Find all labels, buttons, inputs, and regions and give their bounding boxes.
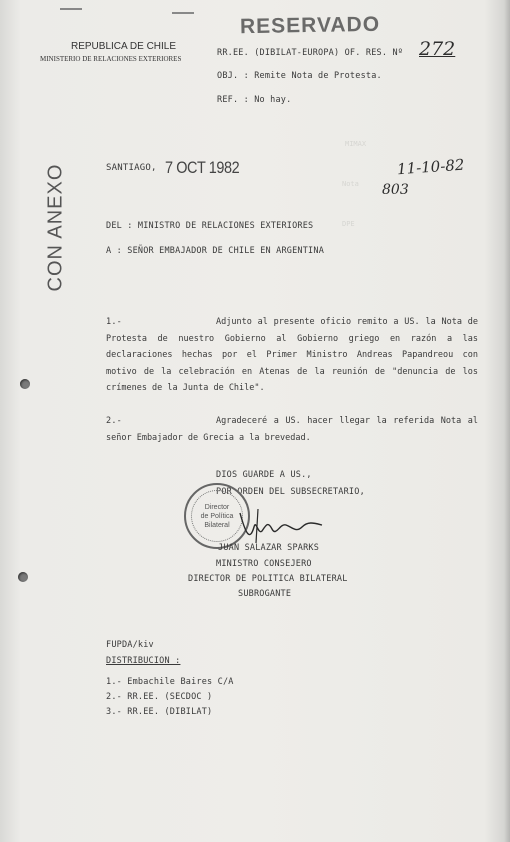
- distribution-item: 1.- Embachile Baires C/A: [106, 677, 234, 687]
- top-edge-mark: [60, 8, 82, 10]
- bleed-through-text: MIMAX: [345, 140, 367, 148]
- bleed-through-text: Nota: [342, 180, 359, 188]
- annex-stamp: CON ANEXO: [44, 163, 67, 292]
- signer-title-2: DIRECTOR DE POLITICA BILATERAL: [188, 574, 348, 584]
- handwritten-date: 11-10-82: [396, 155, 465, 179]
- distribution-label: DISTRIBUCION :: [106, 656, 181, 666]
- reference-line: RR.EE. (DIBILAT-EUROPA) OF. RES. Nº: [217, 48, 404, 58]
- paragraph-1-number: 1.-: [106, 317, 122, 327]
- seal-line-3: Bilateral: [204, 522, 230, 529]
- to-line: A : SEÑOR EMBAJADOR DE CHILE EN ARGENTINA: [106, 246, 325, 256]
- signer-title-3: SUBROGANTE: [238, 589, 292, 599]
- signer-title-1: MINISTRO CONSEJERO: [216, 559, 312, 569]
- punch-hole: [20, 379, 30, 389]
- paragraph-2-text: Agradeceré a US. hacer llegar la referida Nota al señor Embajador de Grecia a la brevedad.: [106, 416, 478, 443]
- signer-name: JUAN SALAZAR SPARKS: [218, 543, 320, 553]
- from-line: DEL : MINISTRO DE RELACIONES EXTERIORES: [106, 221, 314, 231]
- initials: FUPDA/kiv: [106, 640, 154, 650]
- paper-edge: [504, 0, 510, 842]
- paragraph-2-number: 2.-: [106, 416, 122, 426]
- place-label: SANTIAGO,: [106, 163, 157, 173]
- reserved-stamp: RESERVADO: [239, 12, 381, 39]
- reference-number: 272: [419, 38, 456, 60]
- handwritten-number: 803: [382, 182, 409, 198]
- top-edge-mark: [172, 12, 194, 14]
- paragraph-1-text: Adjunto al presente oficio remito a US. la Nota de Protesta de nuestro Gobierno al Gobierno griego en razón a las declaraciones hechas por el Primer Ministro Andreas Papandreou con motivo de la celebración en Atenas de la reunión de "denuncia de los crímenes de la Junta de Chile".: [106, 317, 478, 393]
- seal-line-1: Director: [204, 504, 230, 511]
- distribution-item: 3.- RR.EE. (DIBILAT): [106, 707, 213, 717]
- letterhead-ministry: MINISTERIO DE RELACIONES EXTERIORES: [40, 55, 182, 63]
- closing-order: POR ORDEN DEL SUBSECRETARIO,: [216, 487, 365, 497]
- object-line: OBJ. : Remite Nota de Protesta.: [217, 71, 382, 81]
- signature: [236, 505, 326, 545]
- punch-hole: [18, 572, 28, 582]
- bleed-through-text: DPE: [342, 220, 355, 228]
- distribution-item: 2.- RR.EE. (SECDOC ): [106, 692, 213, 702]
- paragraph-2: [106, 413, 478, 446]
- seal-line-2: de Política: [200, 513, 234, 520]
- paragraph-1: [106, 314, 478, 397]
- closing-greeting: DIOS GUARDE A US.,: [216, 470, 312, 480]
- ref-line: REF. : No hay.: [217, 95, 292, 105]
- date-stamp: 7 OCT 1982: [165, 158, 240, 177]
- letterhead-country: REPUBLICA DE CHILE: [71, 41, 177, 52]
